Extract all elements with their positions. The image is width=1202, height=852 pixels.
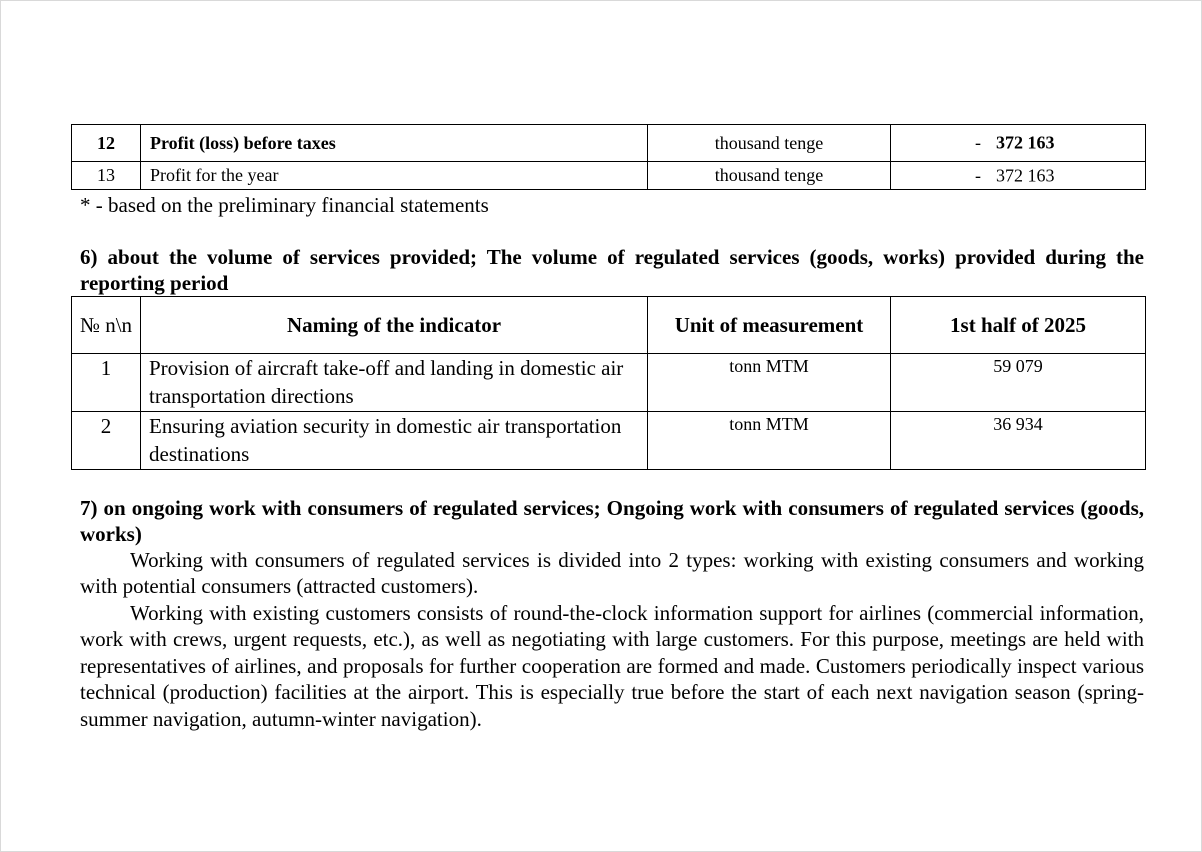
dash-mark: - [975, 165, 981, 185]
table-row [72, 162, 1146, 190]
unit-cell: thousand tenge [648, 162, 891, 190]
footnote: * - based on the preliminary financial statements [80, 193, 489, 217]
value-number: 372 163 [996, 132, 1055, 153]
value-number: 372 163 [996, 165, 1055, 185]
row-number: 2 [72, 412, 141, 470]
header-unit: Unit of measurement [648, 297, 891, 354]
unit-cell: tonn MTM [648, 354, 891, 412]
paragraph: Working with consumers of regulated services is divided into 2 types: working with existing consumers and working with potential consumers (attracted customers). [80, 548, 1144, 599]
table-row [72, 412, 1146, 470]
table-row [72, 354, 1146, 412]
unit-cell: thousand tenge [648, 125, 891, 162]
row-number: 12 [72, 125, 141, 162]
table-row [72, 125, 1146, 162]
header-number: № n\n [72, 297, 141, 354]
services-volume-table [71, 296, 1146, 470]
table-header-row [72, 297, 1146, 354]
header-period: 1st half of 2025 [891, 297, 1146, 354]
value-cell [891, 162, 1146, 190]
indicator-name: Ensuring aviation security in domestic air transportation destinations [141, 412, 648, 470]
indicator-name: Profit for the year [141, 162, 648, 190]
dash-mark: - [975, 132, 981, 153]
indicator-name: Profit (loss) before taxes [141, 125, 648, 162]
section-6-heading: 6) about the volume of services provided; The volume of regulated services (goods, works) provided during the reporting period [80, 245, 1144, 295]
header-indicator: Naming of the indicator [141, 297, 648, 354]
paragraph: Working with existing customers consists of round-the-clock information support for airlines (commercial information, work with crews, urgent requests, etc.), as well as negotiating with large customers. For this purpose, meetings are held with representatives of airlines, and proposals for further cooperation are formed and made. Customers periodically inspect various technical (production) facilities at the airport. This is especially true before the start of each next navigation season (spring-summer navigation, autumn-winter navigation). [80, 601, 1144, 731]
unit-cell: tonn MTM [648, 412, 891, 470]
value-cell [891, 125, 1146, 162]
profit-table [71, 124, 1146, 190]
indicator-name: Provision of aircraft take-off and landing in domestic air transportation directions [141, 354, 648, 412]
value-cell: 59 079 [891, 354, 1146, 412]
row-number: 1 [72, 354, 141, 412]
value-cell: 36 934 [891, 412, 1146, 470]
section-7-heading: 7) on ongoing work with consumers of regulated services; Ongoing work with consumers of regulated services (goods, works) [80, 496, 1144, 546]
row-number: 13 [72, 162, 141, 190]
